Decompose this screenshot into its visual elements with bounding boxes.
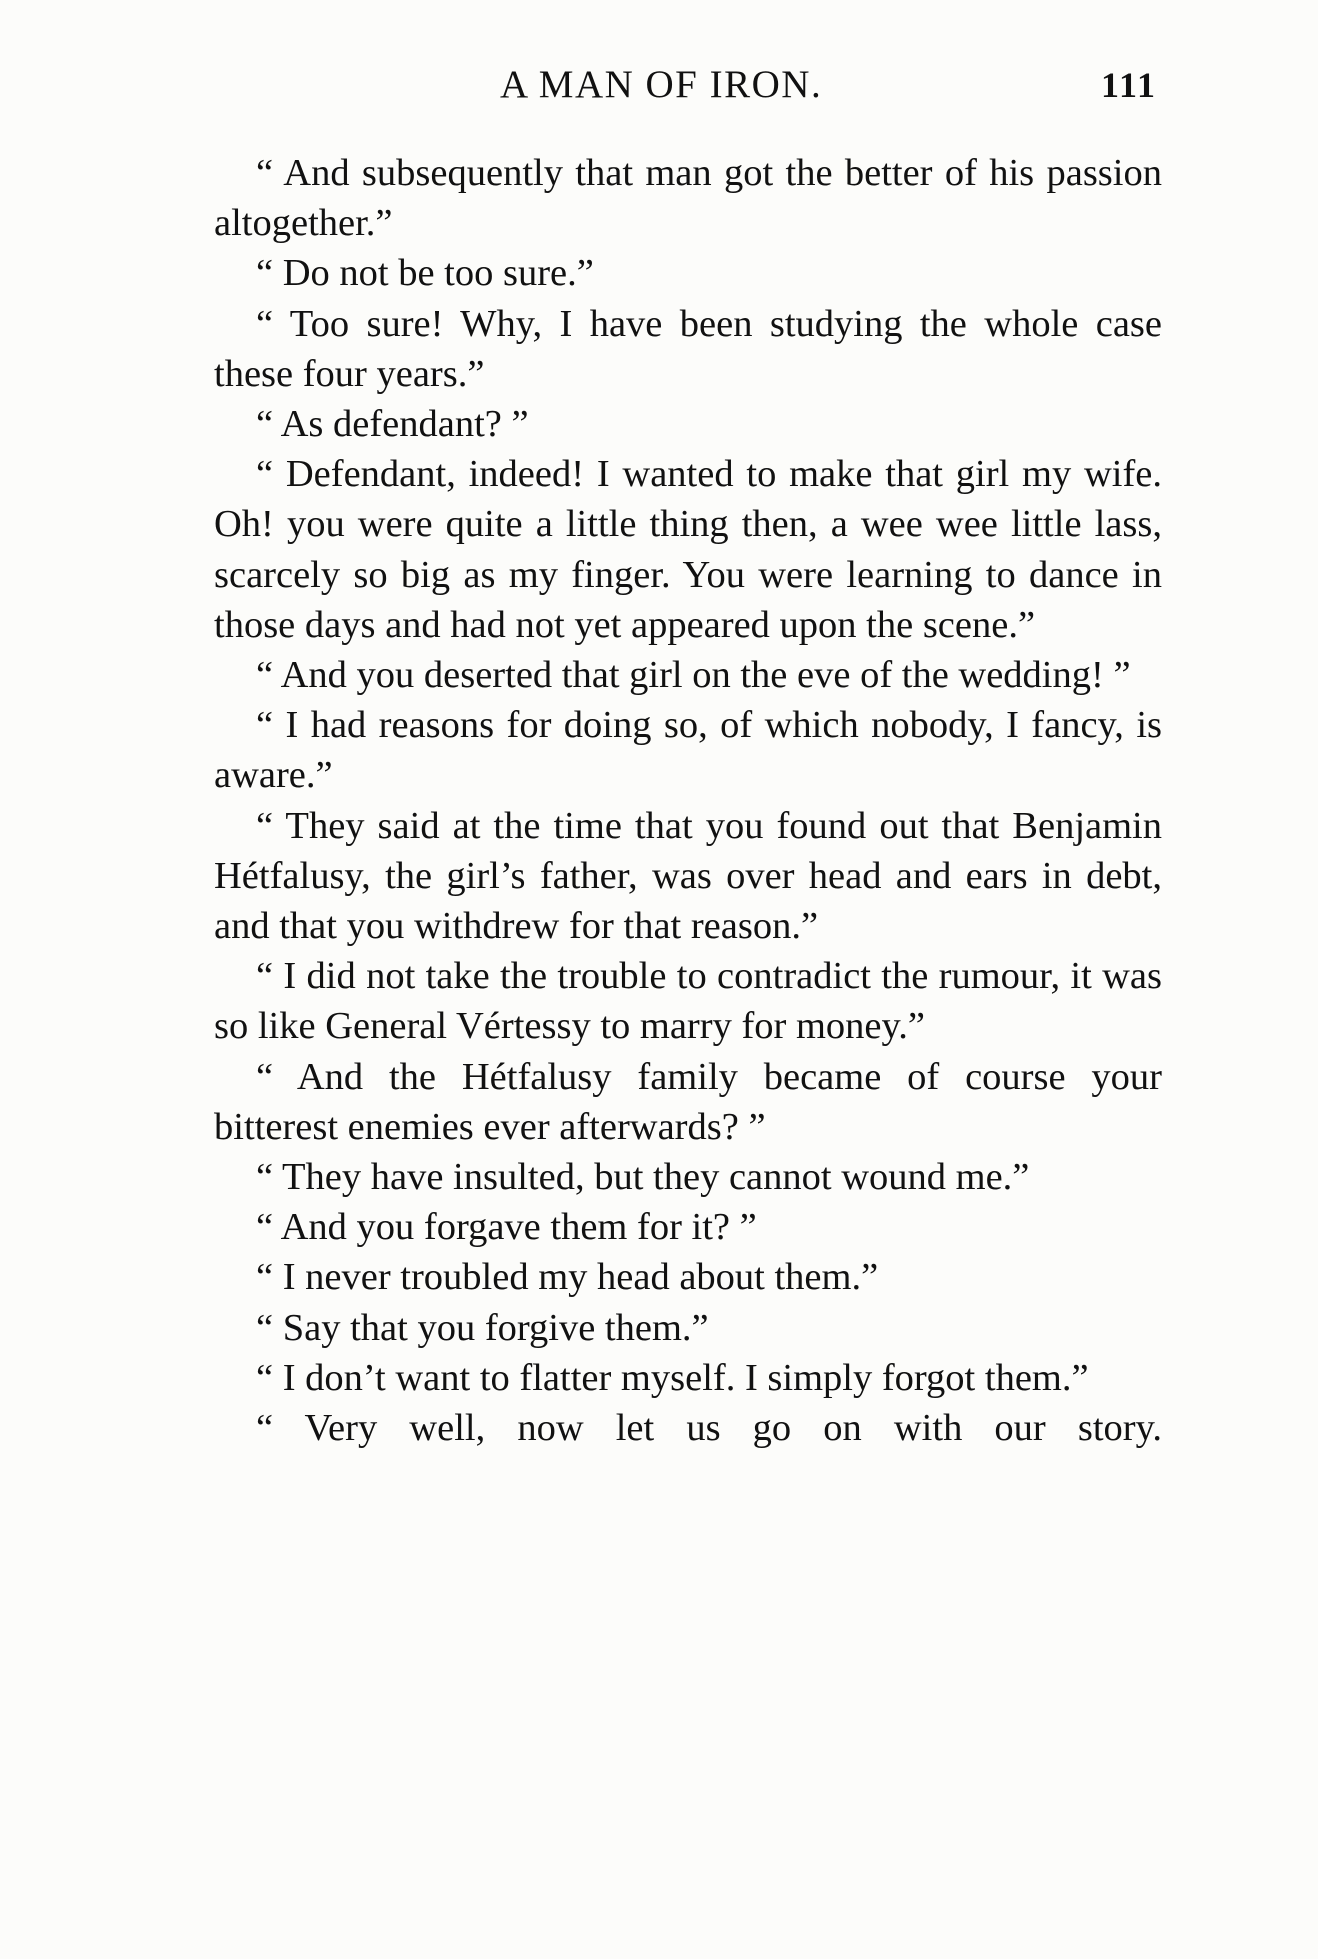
paragraph: “ Defendant, indeed! I wanted to make that girl my wife. Oh! you were quite a little thing then, a wee wee little lass, scarcely so big as my finger. You were learning to dance in those days and had not yet appeared upon the scene.” xyxy=(214,453,1162,646)
paragraph: “ Too sure! Why, I have been studying the whole case these four years.” xyxy=(214,302,1162,395)
paragraph: “ And you forgave them for it? ” xyxy=(256,1206,757,1249)
paragraph: “ They have insulted, but they cannot wound me.” xyxy=(256,1156,1030,1199)
page-header xyxy=(0,62,1318,122)
paragraph: “ I had reasons for doing so, of which nobody, I fancy, is aware.” xyxy=(214,704,1162,797)
paragraph: “ They said at the time that you found out that Benjamin Hétfalusy, the girl’s father, was over head and ears in debt, and that you withdrew for that reason.” xyxy=(214,804,1162,948)
paragraph: “ I did not take the trouble to contradict the rumour, it was so like General Vértessy to marry for money.” xyxy=(214,955,1162,1048)
paragraph: “ I don’t want to flatter myself. I simply forgot them.” xyxy=(256,1356,1089,1399)
paragraph: “ Do not be too sure.” xyxy=(256,252,594,295)
paragraph: “ I never troubled my head about them.” xyxy=(256,1256,879,1299)
body-text xyxy=(214,148,1162,1453)
page-number: 111 xyxy=(1101,65,1158,105)
paragraph: “ Very well, now let us go on with our story. xyxy=(256,1407,1162,1450)
paragraph: “ And subsequently that man got the better of his passion altogether.” xyxy=(214,152,1162,245)
paragraph: “ Say that you forgive them.” xyxy=(256,1306,709,1349)
paragraph: “ And the Hétfalusy family became of course your bitterest enemies ever afterwards? ” xyxy=(214,1055,1162,1148)
running-title: A MAN OF IRON. xyxy=(500,63,823,106)
paragraph: “ As defendant? ” xyxy=(256,403,529,446)
paragraph: “ And you deserted that girl on the eve of the wedding! ” xyxy=(256,654,1131,697)
